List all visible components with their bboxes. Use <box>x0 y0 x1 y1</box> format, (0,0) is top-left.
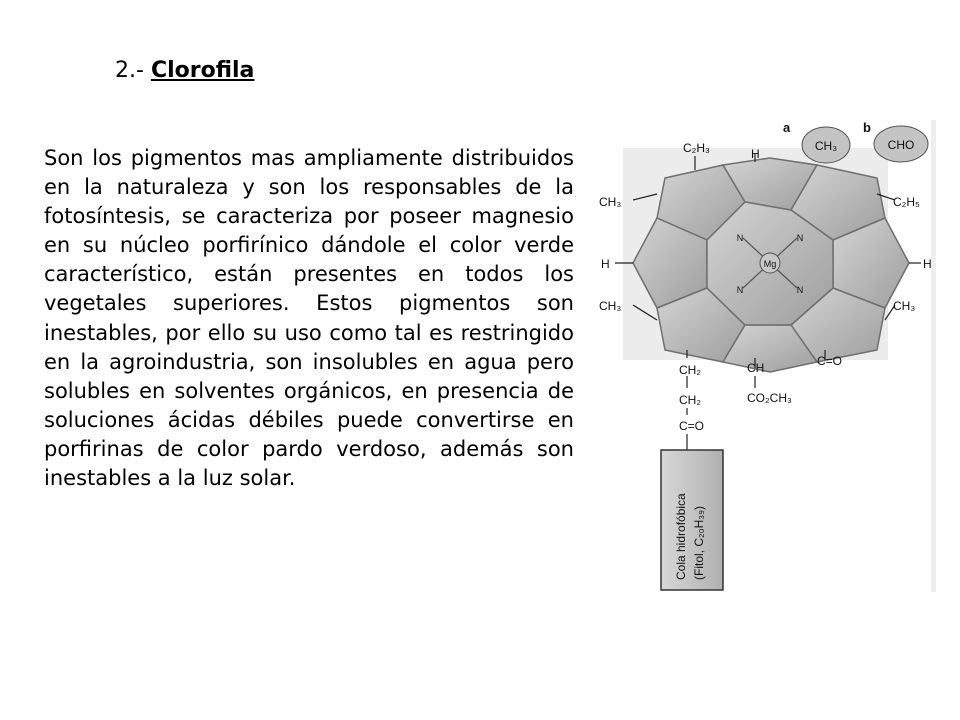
n-label: N <box>796 285 804 295</box>
group-a-label: CH₃ <box>814 139 838 153</box>
right-top-group: C₂H₅ <box>893 195 920 209</box>
right-h: H <box>923 257 932 271</box>
n-label: N <box>796 233 804 243</box>
tail-line-1: Cola hidrofóbica <box>674 493 688 580</box>
top-h: H <box>751 147 760 161</box>
tag-a: a <box>783 120 791 135</box>
section-heading <box>115 56 254 86</box>
section-title: Clorofila <box>150 58 255 83</box>
mg-label: Mg <box>763 259 777 269</box>
top-left-group: C₂H₃ <box>683 141 710 155</box>
right-bottom-group: CH₃ <box>893 299 916 313</box>
tail-line-2: (Fitol, C₂₀H₃₉) <box>692 506 706 580</box>
chain-mid-1: CH <box>747 361 765 375</box>
tag-b: b <box>863 120 871 135</box>
chain-mid-2: CO₂CH₃ <box>747 391 792 405</box>
section-number: 2.- <box>115 58 144 83</box>
right-edge-strip <box>931 120 936 592</box>
chlorophyll-diagram <box>595 110 940 595</box>
body-paragraph: Son los pigmentos mas ampliamente distribuidos en la naturaleza y son los responsables de la fotosíntesis, se caracteriza por poseer magnesio en su núcleo porfirínico dándole el color verde característico, están presentes en todos los vegetales superiores. Estos pigmentos son inestables, por ello su uso como tal es restringido en la agroindustria, son insolubles en agua pero solubles en solventes orgánicos, en presencia de soluciones ácidas débiles puede convertirse en porfirinas de color pardo verdoso, además son inestables a la luz solar. <box>44 146 574 491</box>
left-top-group: CH₃ <box>599 195 622 209</box>
chain-label-1: CH₂ <box>679 363 701 377</box>
left-h: H <box>601 257 610 271</box>
group-b-label: CHO <box>887 138 915 152</box>
left-bottom-group: CH₃ <box>599 299 622 313</box>
chain-label-2: CH₂ <box>679 393 701 407</box>
n-label: N <box>736 285 744 295</box>
chain-right: C=O <box>817 354 843 368</box>
n-label: N <box>736 233 744 243</box>
chlorophyll-structure-figure <box>595 110 940 595</box>
chain-label-3: C=O <box>679 419 705 433</box>
